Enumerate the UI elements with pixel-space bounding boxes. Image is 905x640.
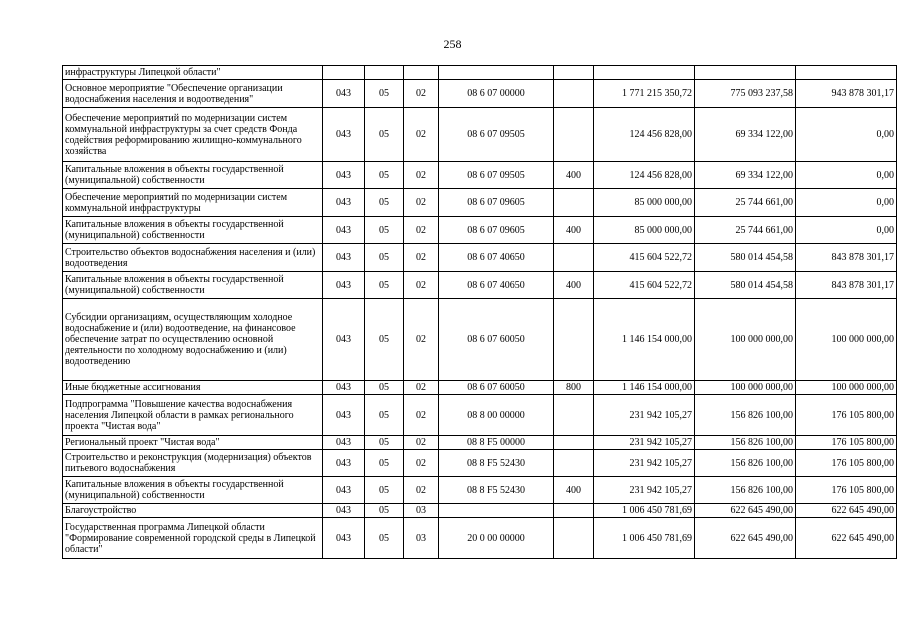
table-row: [63, 504, 897, 518]
row-code: 043: [323, 189, 365, 217]
row-sum-year3: 943 878 301,17: [796, 80, 897, 108]
row-section: 05: [365, 80, 404, 108]
row-sum-year3: 100 000 000,00: [796, 299, 897, 381]
row-subsection: 02: [404, 108, 439, 162]
row-section: 05: [365, 450, 404, 477]
row-expense-type: [554, 80, 594, 108]
row-subsection: 02: [404, 299, 439, 381]
row-code: 043: [323, 272, 365, 299]
row-section: 05: [365, 477, 404, 504]
row-section: 05: [365, 162, 404, 189]
row-name: Обеспечение мероприятий по модернизации систем коммунальной инфраструктуры: [63, 189, 323, 217]
row-target-item: 08 8 00 00000: [439, 395, 554, 436]
row-expense-type: [554, 299, 594, 381]
row-target-item: 08 6 07 09505: [439, 162, 554, 189]
row-sum-year3: 0,00: [796, 108, 897, 162]
row-target-item: 08 6 07 40650: [439, 244, 554, 272]
row-code: 043: [323, 80, 365, 108]
row-name: Капитальные вложения в объекты государственной (муниципальной) собственности: [63, 272, 323, 299]
row-target-item: 08 6 07 09605: [439, 189, 554, 217]
row-sum-year3: 0,00: [796, 217, 897, 244]
row-sum-year2: 580 014 454,58: [695, 272, 796, 299]
page-number: 258: [443, 37, 462, 51]
row-sum-year2: 25 744 661,00: [695, 217, 796, 244]
row-sum-year2: 580 014 454,58: [695, 244, 796, 272]
row-code: 043: [323, 436, 365, 450]
row-expense-type: 400: [554, 162, 594, 189]
row-name: Подпрограмма "Повышение качества водоснабжения населения Липецкой области в рамках регионального проекта "Чистая вода": [63, 395, 323, 436]
row-sum-year2: 100 000 000,00: [695, 381, 796, 395]
row-expense-type: [554, 450, 594, 477]
row-code: [323, 66, 365, 80]
row-name: Капитальные вложения в объекты государственной (муниципальной) собственности: [63, 217, 323, 244]
row-name: Основное мероприятие "Обеспечение организации водоснабжения населения и водоотведения": [63, 80, 323, 108]
row-target-item: [439, 66, 554, 80]
row-sum-year3: 176 105 800,00: [796, 395, 897, 436]
row-target-item: 08 6 07 60050: [439, 299, 554, 381]
row-sum-year3: 176 105 800,00: [796, 477, 897, 504]
row-expense-type: [554, 108, 594, 162]
row-subsection: 02: [404, 272, 439, 299]
row-name: Обеспечение мероприятий по модернизации систем коммунальной инфраструктуры за счет средств Фонда содействия реформированию жилищно-коммунального хозяйства: [63, 108, 323, 162]
row-target-item: 08 6 07 09505: [439, 108, 554, 162]
row-subsection: 03: [404, 504, 439, 518]
row-section: 05: [365, 244, 404, 272]
row-target-item: 08 6 07 60050: [439, 381, 554, 395]
row-code: 043: [323, 108, 365, 162]
row-sum-year1: 85 000 000,00: [594, 189, 695, 217]
row-expense-type: [554, 395, 594, 436]
row-expense-type: [554, 244, 594, 272]
row-section: 05: [365, 189, 404, 217]
row-section: 05: [365, 518, 404, 559]
row-sum-year1: 85 000 000,00: [594, 217, 695, 244]
row-sum-year3: 622 645 490,00: [796, 504, 897, 518]
row-sum-year2: 25 744 661,00: [695, 189, 796, 217]
row-name: инфраструктуры Липецкой области": [63, 66, 323, 80]
table-row: [63, 244, 897, 272]
row-code: 043: [323, 395, 365, 436]
row-sum-year3: 176 105 800,00: [796, 450, 897, 477]
row-sum-year1: 1 006 450 781,69: [594, 518, 695, 559]
row-section: 05: [365, 217, 404, 244]
row-expense-type: 400: [554, 272, 594, 299]
row-section: 05: [365, 436, 404, 450]
row-sum-year2: [695, 66, 796, 80]
row-section: [365, 66, 404, 80]
row-sum-year2: 100 000 000,00: [695, 299, 796, 381]
row-code: 043: [323, 162, 365, 189]
row-sum-year2: 69 334 122,00: [695, 108, 796, 162]
row-section: 05: [365, 272, 404, 299]
row-sum-year1: 124 456 828,00: [594, 108, 695, 162]
row-subsection: 02: [404, 80, 439, 108]
row-code: 043: [323, 217, 365, 244]
row-sum-year2: 622 645 490,00: [695, 504, 796, 518]
table-row: [63, 66, 897, 80]
row-sum-year3: 0,00: [796, 189, 897, 217]
row-subsection: 02: [404, 450, 439, 477]
row-sum-year1: 1 146 154 000,00: [594, 299, 695, 381]
row-subsection: 02: [404, 189, 439, 217]
row-expense-type: [554, 518, 594, 559]
row-subsection: 02: [404, 162, 439, 189]
row-name: Субсидии организациям, осуществляющим холодное водоснабжение и (или) водоотведение, на финансовое обеспечение затрат по осуществлению основной деятельности по холодному водоснабжению и (или) водоотведению: [63, 299, 323, 381]
row-target-item: 08 8 F5 00000: [439, 436, 554, 450]
table-row: [63, 299, 897, 381]
row-sum-year3: 0,00: [796, 162, 897, 189]
row-sum-year2: 156 826 100,00: [695, 450, 796, 477]
row-subsection: [404, 66, 439, 80]
row-code: 043: [323, 244, 365, 272]
table-row: [63, 162, 897, 189]
row-name: Иные бюджетные ассигнования: [63, 381, 323, 395]
row-target-item: 08 8 F5 52430: [439, 450, 554, 477]
row-sum-year1: 1 771 215 350,72: [594, 80, 695, 108]
table-row: [63, 436, 897, 450]
row-sum-year1: 231 942 105,27: [594, 477, 695, 504]
row-code: 043: [323, 477, 365, 504]
row-sum-year3: 100 000 000,00: [796, 381, 897, 395]
row-target-item: 08 8 F5 52430: [439, 477, 554, 504]
row-expense-type: 800: [554, 381, 594, 395]
row-sum-year1: 1 006 450 781,69: [594, 504, 695, 518]
row-name: Капитальные вложения в объекты государственной (муниципальной) собственности: [63, 162, 323, 189]
row-sum-year1: 415 604 522,72: [594, 272, 695, 299]
row-sum-year3: 843 878 301,17: [796, 244, 897, 272]
row-name: Строительство и реконструкция (модернизация) объектов питьевого водоснабжения: [63, 450, 323, 477]
table-row: [63, 477, 897, 504]
row-subsection: 02: [404, 436, 439, 450]
row-subsection: 02: [404, 381, 439, 395]
row-sum-year2: 69 334 122,00: [695, 162, 796, 189]
row-expense-type: [554, 436, 594, 450]
row-code: 043: [323, 504, 365, 518]
row-sum-year1: 231 942 105,27: [594, 395, 695, 436]
table-row: [63, 395, 897, 436]
row-expense-type: [554, 66, 594, 80]
row-target-item: 08 6 07 00000: [439, 80, 554, 108]
row-code: 043: [323, 450, 365, 477]
table-row: [63, 80, 897, 108]
row-name: Региональный проект "Чистая вода": [63, 436, 323, 450]
row-code: 043: [323, 299, 365, 381]
table-row: [63, 108, 897, 162]
budget-table-body: [63, 66, 897, 559]
row-sum-year2: 156 826 100,00: [695, 395, 796, 436]
table-row: [63, 518, 897, 559]
row-expense-type: 400: [554, 477, 594, 504]
row-subsection: 02: [404, 217, 439, 244]
row-sum-year1: 124 456 828,00: [594, 162, 695, 189]
row-expense-type: [554, 504, 594, 518]
row-name: Государственная программа Липецкой области "Формирование современной городской среды в Липецкой области": [63, 518, 323, 559]
row-name: Строительство объектов водоснабжения населения и (или) водоотведения: [63, 244, 323, 272]
row-sum-year1: [594, 66, 695, 80]
table-row: [63, 189, 897, 217]
row-section: 05: [365, 108, 404, 162]
row-target-item: [439, 504, 554, 518]
row-sum-year1: 1 146 154 000,00: [594, 381, 695, 395]
row-sum-year3: [796, 66, 897, 80]
table-row: [63, 217, 897, 244]
row-sum-year2: 622 645 490,00: [695, 518, 796, 559]
row-sum-year2: 775 093 237,58: [695, 80, 796, 108]
table-row: [63, 381, 897, 395]
table-row: [63, 450, 897, 477]
budget-table: [62, 65, 897, 559]
row-sum-year3: 843 878 301,17: [796, 272, 897, 299]
row-section: 05: [365, 381, 404, 395]
row-subsection: 02: [404, 395, 439, 436]
row-sum-year2: 156 826 100,00: [695, 477, 796, 504]
row-section: 05: [365, 504, 404, 518]
table-row: [63, 272, 897, 299]
row-section: 05: [365, 395, 404, 436]
row-sum-year1: 415 604 522,72: [594, 244, 695, 272]
row-expense-type: [554, 189, 594, 217]
row-code: 043: [323, 518, 365, 559]
row-expense-type: 400: [554, 217, 594, 244]
row-sum-year1: 231 942 105,27: [594, 436, 695, 450]
row-name: Капитальные вложения в объекты государственной (муниципальной) собственности: [63, 477, 323, 504]
row-name: Благоустройство: [63, 504, 323, 518]
row-section: 05: [365, 299, 404, 381]
row-target-item: 08 6 07 40650: [439, 272, 554, 299]
row-target-item: 08 6 07 09605: [439, 217, 554, 244]
row-sum-year2: 156 826 100,00: [695, 436, 796, 450]
row-subsection: 02: [404, 244, 439, 272]
row-code: 043: [323, 381, 365, 395]
row-sum-year3: 176 105 800,00: [796, 436, 897, 450]
row-subsection: 03: [404, 518, 439, 559]
row-subsection: 02: [404, 477, 439, 504]
row-target-item: 20 0 00 00000: [439, 518, 554, 559]
row-sum-year3: 622 645 490,00: [796, 518, 897, 559]
row-sum-year1: 231 942 105,27: [594, 450, 695, 477]
